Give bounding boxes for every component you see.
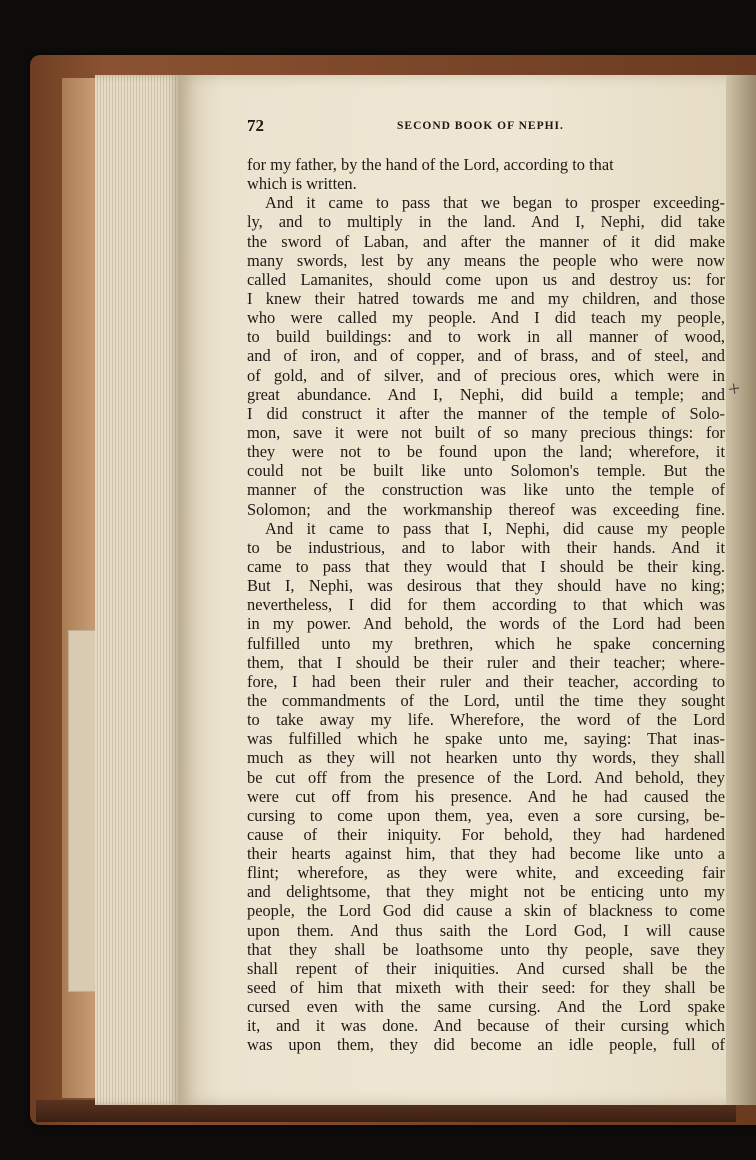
- text-line: I did construct it after the manner of the temple of Solo-: [247, 403, 725, 423]
- text-line: cursing to come upon them, yea, even a sore cursing, be-: [247, 805, 725, 825]
- text-line: manner of the construction was like unto the temple of: [247, 480, 725, 500]
- text-line: the commandments of the Lord, until the time they sought: [247, 690, 725, 710]
- text-line: shall repent of their iniquities. And cursed shall be the: [247, 958, 725, 978]
- page-stack: [95, 75, 180, 1105]
- text-line: the sword of Laban, and after the manner of it did make: [247, 231, 725, 251]
- text-line: to be industrious, and to labor with their hands. And it: [247, 537, 725, 557]
- text-line: to take away my life. Wherefore, the word of the Lord: [247, 710, 725, 730]
- text-line: much as they will not hearken unto thy words, they shall: [247, 748, 725, 768]
- text-line: their hearts against him, that they had become like unto a: [247, 844, 725, 864]
- text-line: which is written.: [247, 174, 357, 194]
- text-line: cursed even with the same cursing. And the Lord spake: [247, 997, 725, 1017]
- text-line: Solomon; and the workmanship thereof was exceeding fine.: [247, 499, 725, 519]
- text-line: were cut off from his presence. And he had caused the: [247, 786, 725, 806]
- text-line: And it came to pass that I, Nephi, did cause my people: [265, 518, 725, 538]
- text-line: who were called my people. And I did teach my people,: [247, 308, 725, 328]
- text-line: seed of him that mixeth with their seed: for they shall be: [247, 978, 725, 998]
- running-head: SECOND BOOK OF NEPHI.: [397, 120, 564, 132]
- text-line: to build buildings: and to work in all manner of wood,: [247, 327, 725, 347]
- text-line: cause of their iniquity. For behold, they had hardened: [247, 824, 725, 844]
- text-line: could not be built like unto Solomon's temple. But the: [247, 461, 725, 481]
- handwritten-margin-mark: +: [726, 375, 743, 402]
- text-line: But I, Nephi, was desirous that they should have no king;: [247, 576, 725, 596]
- text-line: be cut off from the presence of the Lord. And behold, they: [247, 767, 725, 787]
- text-line: fulfilled unto my brethren, which he spake concerning: [247, 633, 725, 653]
- text-line: upon them. And thus saith the Lord God, I will cause: [247, 920, 725, 940]
- text-line: them, that I should be their ruler and their teacher; where-: [247, 652, 725, 672]
- text-line: for my father, by the hand of the Lord, according to that: [247, 155, 614, 174]
- text-line: they were not to be found upon the land; wherefore, it: [247, 442, 725, 462]
- text-line: people, the Lord God did cause a skin of blackness to come: [247, 901, 725, 921]
- page-header: [247, 116, 725, 140]
- text-line: flint; wherefore, as they were white, and exceeding fair: [247, 863, 725, 883]
- page-number: 72: [247, 116, 264, 135]
- text-line: and of iron, and of copper, and of brass, and of steel, and: [247, 346, 725, 366]
- text-line: of gold, and of silver, and of precious ores, which were in: [247, 365, 725, 385]
- text-line: many swords, lest by any means the people who were now: [247, 250, 725, 270]
- text-line: it, and it was done. And because of their cursing which: [247, 1016, 725, 1036]
- text-line: was fulfilled which he spake unto me, saying: That inas-: [247, 729, 725, 749]
- text-line: mon, save it were not built of so many precious things: for: [247, 422, 725, 442]
- text-line: And it came to pass that we began to prosper exceeding-: [265, 193, 725, 213]
- text-line: I knew their hatred towards me and my children, and those: [247, 288, 725, 308]
- text-line: nevertheless, I did for them according to that which was: [247, 595, 725, 615]
- text-line: and delightsome, that they might not be enticing unto my: [247, 882, 725, 902]
- text-line: in my power. And behold, the words of the Lord had been: [247, 614, 725, 634]
- text-line: that they shall be loathsome unto thy people, save they: [247, 939, 725, 959]
- text-line: fore, I had been their ruler and their teacher, according to: [247, 671, 725, 691]
- body-text: [247, 155, 725, 1055]
- next-page-edge: [726, 75, 756, 1105]
- text-line: ly, and to multiply in the land. And I, Nephi, did take: [247, 212, 725, 232]
- text-line: was upon them, they did become an idle people, full of: [247, 1035, 725, 1055]
- text-line: called Lamanites, should come upon us and destroy us: for: [247, 269, 725, 289]
- text-line: great abundance. And I, Nephi, did build a temple; and: [247, 384, 725, 404]
- text-line: came to pass that they would that I should be their king.: [247, 556, 725, 576]
